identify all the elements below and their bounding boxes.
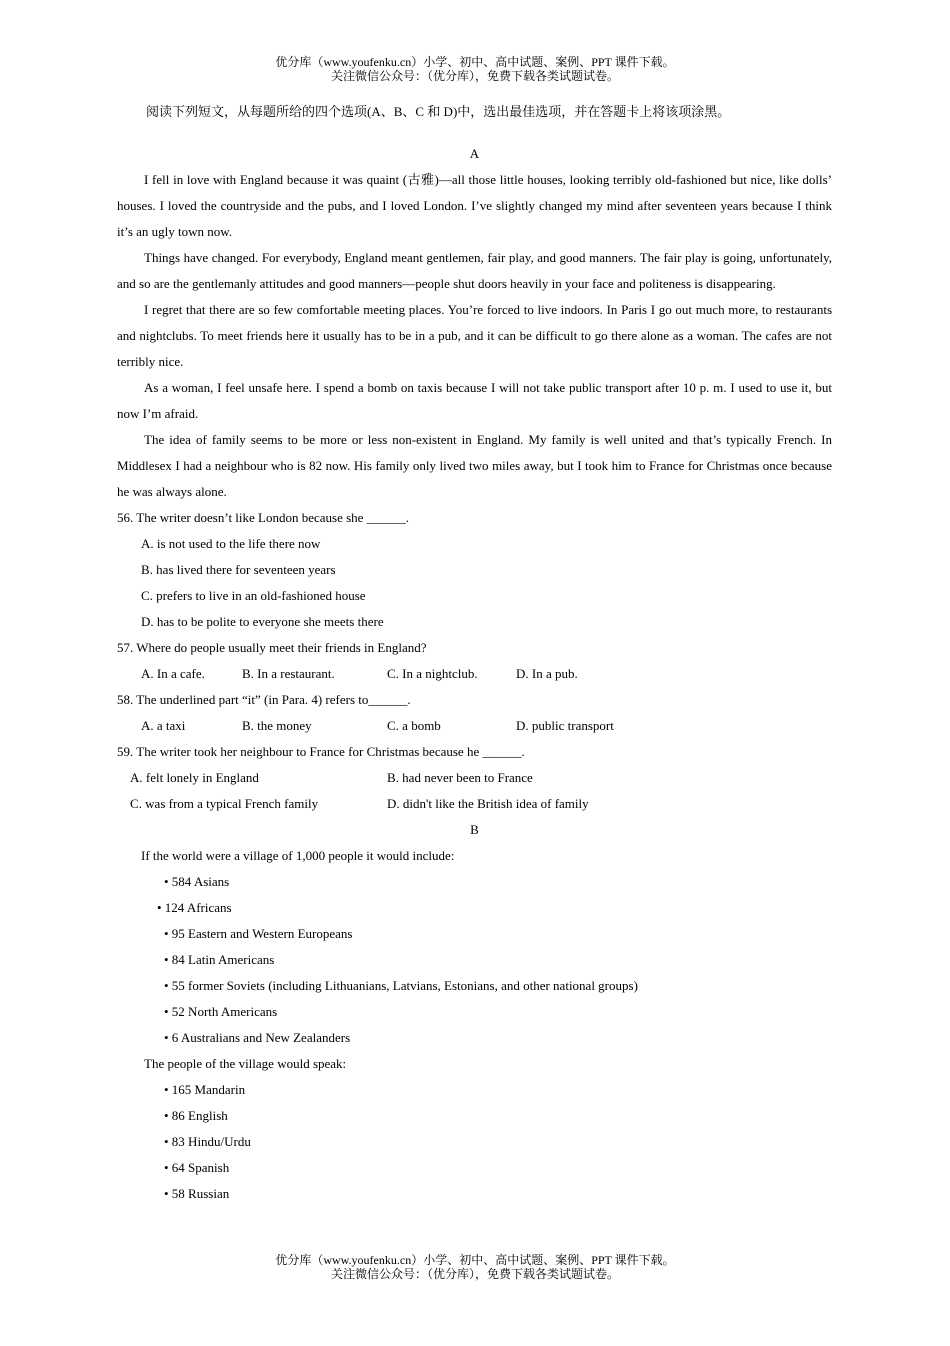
language-item: • 58 Russian: [164, 1186, 230, 1201]
footer-line-2: 关注微信公众号：（优分库），免费下载各类试题试卷。: [330, 1267, 619, 1281]
document-body: [117, 99, 832, 1207]
language-item: • 64 Spanish: [164, 1160, 230, 1175]
header-line-1: 优分库（www.youfenku.cn）小学、初中、高中试题、案例、PPT 课件下载。: [275, 55, 675, 69]
q59-option-d: D. didn't like the British idea of family: [387, 796, 589, 811]
q56-option-a: A. is not used to the life there now: [141, 536, 321, 551]
footer-line-1: 优分库（www.youfenku.cn）小学、初中、高中试题、案例、PPT 课件下载。: [275, 1253, 675, 1267]
language-item: • 86 English: [164, 1108, 228, 1123]
q59-options-row-1: [117, 765, 832, 791]
q57-option-c: C. In a nightclub.: [387, 666, 478, 681]
q58-option-b: B. the money: [242, 718, 312, 733]
language-item: • 165 Mandarin: [164, 1082, 246, 1097]
q59-option-c: C. was from a typical French family: [130, 796, 319, 811]
q56-option-c: C. prefers to live in an old-fashioned house: [141, 588, 366, 603]
q58-option-a: A. a taxi: [141, 718, 186, 733]
paragraph-5: The idea of family seems to be more or less non-existent in England. My family is well united and that’s typically French. In Middlesex I had a neighbour who is 82 now. His family only lived two miles away, but I took him to France for Christmas once because he was always alone.: [117, 432, 832, 499]
header-line-2: 关注微信公众号：（优分库），免费下载各类试题试卷。: [330, 69, 619, 83]
population-item: • 6 Australians and New Zealanders: [164, 1030, 351, 1045]
question-56: 56. The writer doesn’t like London because she ______.: [117, 510, 409, 525]
paragraph-4: As a woman, I feel unsafe here. I spend a bomb on taxis because I will not take public transport after 10 p. m. I used to use it, but now I’m afraid.: [117, 380, 832, 421]
q58-option-d: D. public transport: [516, 718, 614, 733]
q57-options: [117, 661, 832, 687]
section-b-intro: If the world were a village of 1,000 people it would include:: [141, 848, 455, 863]
q57-option-b: B. In a restaurant.: [242, 666, 335, 681]
q58-options: [117, 713, 832, 739]
q57-option-a: A. In a cafe.: [141, 666, 205, 681]
q58-option-c: C. a bomb: [387, 718, 441, 733]
q56-option-d: D. has to be polite to everyone she meets there: [141, 614, 384, 629]
page-header: [0, 55, 950, 83]
instruction: 阅读下列短文，从每题所给的四个选项(A、B、C 和 D)中，选出最佳选项，并在答题卡上将该项涂黑。: [146, 104, 731, 119]
paragraph-1: I fell in love with England because it was quaint (古雅)—all those little houses, looking terribly old-fashioned but nice, like dolls’ houses. I loved the countryside and the pubs, and I loved London. I’ve slightly changed my mind after seventeen years because I think it’s an ugly town now.: [117, 172, 832, 239]
section-b-label: B: [470, 822, 479, 837]
population-item: • 84 Latin Americans: [164, 952, 275, 967]
q56-option-b: B. has lived there for seventeen years: [141, 562, 336, 577]
population-item: • 52 North Americans: [164, 1004, 278, 1019]
question-59: 59. The writer took her neighbour to France for Christmas because he ______.: [117, 744, 525, 759]
section-a-label: A: [469, 146, 480, 161]
q59-option-a: A. felt lonely in England: [130, 770, 259, 785]
question-58: 58. The underlined part “it” (in Para. 4) refers to______.: [117, 692, 411, 707]
question-57: 57. Where do people usually meet their friends in England?: [117, 640, 427, 655]
paragraph-3: I regret that there are so few comfortable meeting places. You’re forced to live indoors. In Paris I go out much more, to restaurants and nightclubs. To meet friends here it usually has to be in a pub, and it can be difficult to go there alone as a woman. The cafes are not terribly nice.: [117, 302, 832, 369]
q57-option-d: D. In a pub.: [516, 666, 578, 681]
q59-options-row-2: [117, 791, 832, 817]
languages-intro: The people of the village would speak:: [144, 1056, 347, 1071]
population-item: • 584 Asians: [164, 874, 230, 889]
q59-option-b: B. had never been to France: [387, 770, 533, 785]
population-item: • 95 Eastern and Western Europeans: [164, 926, 353, 941]
population-item: • 124 Africans: [157, 900, 232, 915]
page-footer: [0, 1253, 950, 1281]
passage-a: [117, 167, 832, 505]
paragraph-2: Things have changed. For everybody, England meant gentlemen, fair play, and good manners. The fair play is going, unfortunately, and so are the gentlemanly attitudes and good manners—people shut doors heavily in your face and politeness is disappearing.: [117, 250, 832, 291]
population-item: • 55 former Soviets (including Lithuanians, Latvians, Estonians, and other national groups): [164, 978, 638, 993]
language-item: • 83 Hindu/Urdu: [164, 1134, 251, 1149]
